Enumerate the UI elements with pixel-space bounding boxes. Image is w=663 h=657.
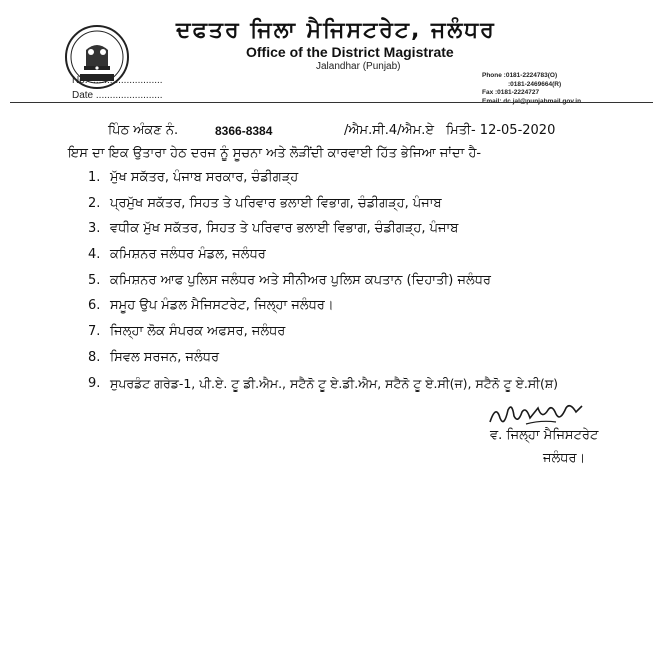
branch-code: /ਐਮ.ਸੀ.4/ਐਮ.ਏ	[344, 123, 435, 138]
reference-number-field: No. ..........................	[72, 75, 163, 86]
list-item: 3. ਵਧੀਕ ਮੁੱਖ ਸਕੱਤਰ, ਸਿਹਤ ਤੇ ਪਰਿਵਾਰ ਭਲਾਈ ਵਿਭਾਗ, ਚੰਡੀਗੜ੍ਹ, ਪੰਜਾਬ	[88, 221, 459, 237]
endorsement-label: ਪਿੰਠ ਅੰਕਣ ਨੰ.	[108, 123, 179, 138]
memo-date: ਮਿਤੀ- 12-05-2020	[446, 123, 556, 138]
phone-office: Phone :0181-2224783(O)	[482, 72, 558, 79]
contact-block	[482, 72, 581, 106]
list-item: 1. ਮੁੱਖ ਸਕੱਤਰ, ਪੰਜਾਬ ਸਰਕਾਰ, ਚੰਡੀਗੜ੍ਹ	[88, 170, 299, 185]
office-location: Jalandhar (Punjab)	[316, 61, 401, 72]
list-item: 9. ਸੁਪਰਡੰਟ ਗਰੇਡ-1, ਪੀ.ਏ. ਟੂ ਡੀ.ਐਮ., ਸਟੈਨੋ ਟੂ ਏ.ਡੀ.ਐਮ, ਸਟੈਨੋ ਟੂ ਏ.ਸੀ(ਜ), ਸਟੈਨੋ ਟੂ ਏ.ਸੀ(ਸ਼)	[88, 375, 559, 391]
list-item: 6. ਸਮੂਹ ਉਪ ਮੰਡਲ ਮੈਜਿਸਟਰੇਟ, ਜਿਲ੍ਹਾ ਜਲੰਧਰ।	[88, 298, 334, 314]
intro-sentence: ਇਸ ਦਾ ਇਕ ਉਤਾਰਾ ਹੇਠ ਦਰਜ ਨੂੰ ਸੂਚਨਾ ਅਤੇ ਲੋੜੀਂਦੀ ਕਾਰਵਾਈ ਹਿੱਤ ਭੇਜਿਆ ਜਾਂਦਾ ਹੈ-	[68, 146, 482, 161]
phone-residence: :0181-2469664(R)	[508, 80, 562, 88]
reference-date-field: Date ........................	[72, 90, 163, 101]
signatory-title: ਵ. ਜਿਲ੍ਹਾ ਮੈਜਿਸਟਰੇਟ	[490, 428, 599, 443]
header-divider	[10, 102, 653, 103]
list-item: 4. ਕਮਿਸ਼ਨਰ ਜਲੰਧਰ ਮੰਡਲ, ਜਲੰਧਰ	[88, 247, 266, 263]
endorsement-numbers: 8366-8384	[215, 124, 273, 138]
signatory-place: ਜਲੰਧਰ।	[543, 451, 586, 466]
email-address: Email: dc.jal@punjabmail.gov.in	[482, 97, 582, 105]
office-title-english: Office of the District Magistrate	[246, 44, 454, 60]
recipient-list	[88, 170, 558, 401]
list-item: 8. ਸਿਵਲ ਸਰਜਨ, ਜਲੰਧਰ	[88, 349, 220, 365]
fax-number: Fax :0181-2224727	[482, 89, 540, 96]
list-item: 7. ਜਿਲ੍ਹਾ ਲੋਕ ਸੰਪਰਕ ਅਫਸਰ, ਜਲੰਧਰ	[88, 324, 286, 340]
list-item: 2. ਪ੍ਰਮੁੱਖ ਸਕੱਤਰ, ਸਿਹਤ ਤੇ ਪਰਿਵਾਰ ਭਲਾਈ ਵਿਭਾਗ, ਚੰਡੀਗੜ੍ਹ, ਪੰਜਾਬ	[88, 195, 442, 211]
office-title-punjabi: ਦਫਤਰ ਜਿਲਾ ਮੈਜਿਸਟਰੇਟ, ਜਲੰਧਰ	[176, 18, 496, 43]
list-item: 5. ਕਮਿਸ਼ਨਰ ਆਫ ਪੁਲਿਸ ਜਲੰਧਰ ਅਤੇ ਸੀਨੀਅਰ ਪੁਲਿਸ ਕਪਤਾਨ (ਦਿਹਾਤੀ) ਜਲੰਧਰ	[88, 272, 491, 288]
